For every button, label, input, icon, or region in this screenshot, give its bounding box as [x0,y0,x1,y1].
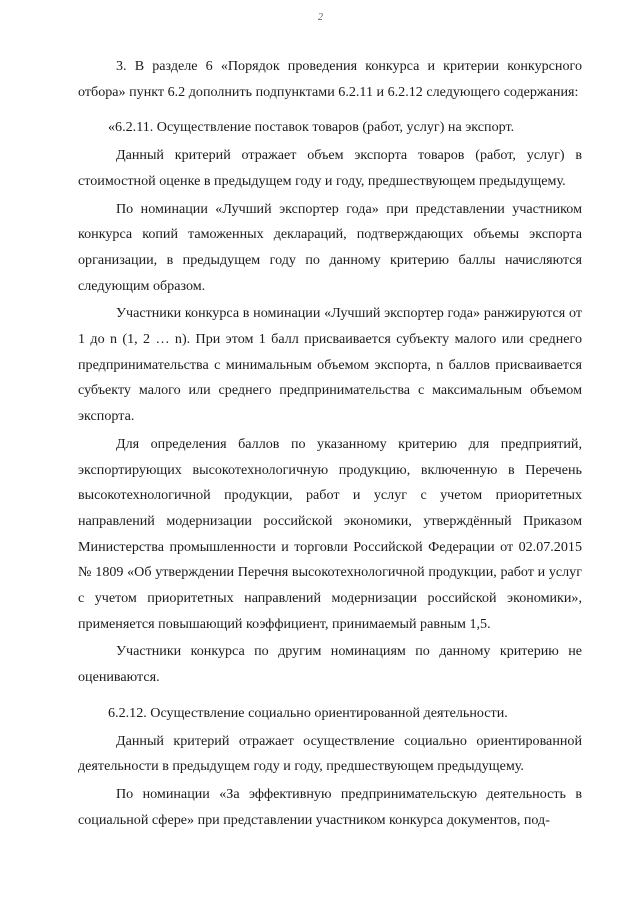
paragraph-6-2-12-title: 6.2.12. Осуществление социально ориентированной деятельности. [108,704,508,721]
paragraph-amendment-intro: 3. В разделе 6 «Порядок проведения конкурса и критерии конкурсного отбора» пункт 6.2 дополнить подпунктами 6.2.11 и 6.2.12 следующего содержания: [78,58,582,100]
document-body [78,54,582,833]
paragraph-ranking: Участники конкурса в номинации «Лучший экспортер года» ранжируются от 1 до n (1, 2 … n). При этом 1 балл присваивается субъекту малого или среднего предпринимательства с минимальным объемом экспорта, n баллов присваивается субъекту малого или среднего предпринимательства с максимальным объемом экспорта. [78,305,582,425]
paragraph-social-nomination: По номинации «За эффективную предпринимательскую деятельность в социальной сфере» при представлении участником конкурса документов, под- [78,785,582,828]
paragraph-best-exporter-nomination: По номинации «Лучший экспортер года» при представлении участником конкурса копий таможенных деклараций, подтверждающих объемы экспорта организации, в предыдущем году по данному критерию баллы начисляются следующим образом. [78,200,582,294]
paragraph-6-2-11-title: «6.2.11. Осуществление поставок товаров (работ, услуг) на экспорт. [108,119,515,136]
paragraph-high-tech-coefficient: Для определения баллов по указанному критерию для предприятий, экспортирующих высокотехнологичную продукцию, включенную в Перечень высокотехнологичной продукции, работ и услуг с учетом приоритетных направлений модернизации российской экономики, утверждённый Приказом Министерства промышленности и торговли Российской Федерации от 02.07.2015 № 1809 «Об утверждении Перечня высокотехнологичной продукции, работ и услуг с учетом приоритетных направлений модернизации российской экономики», применяется повышающий коэффициент, принимаемый равным 1,5. [78,435,582,632]
page-number: 2 [318,12,323,23]
paragraph-social-criterion: Данный критерий отражает осуществление социально ориентированной деятельности в предыдущем году и году, предшествующем предыдущему. [78,732,582,775]
paragraph-export-criterion: Данный критерий отражает объем экспорта товаров (работ, услуг) в стоимостной оценке в предыдущем году и году, предшествующем предыдущему. [78,147,582,189]
paragraph-other-nominations: Участники конкурса по другим номинациям по данному критерию не оцениваются. [78,643,582,686]
